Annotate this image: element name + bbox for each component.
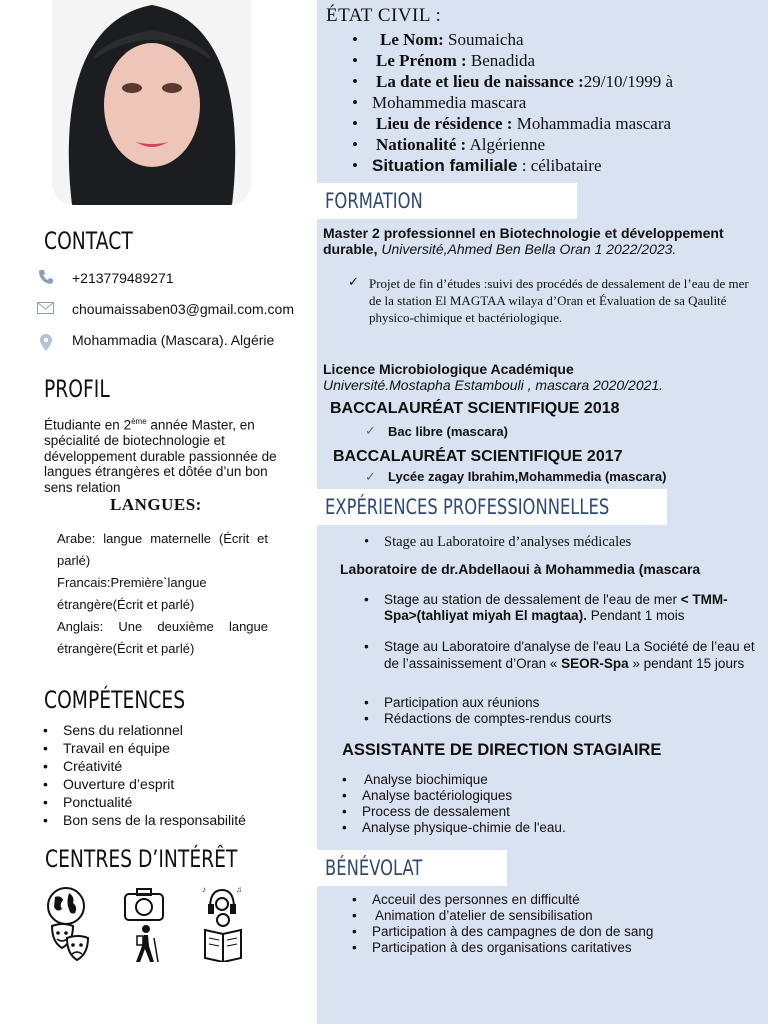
tasks-list (362, 772, 742, 836)
list-item: • Le Prénom : Benadida (372, 50, 752, 71)
list-item: • Créativité (63, 757, 303, 775)
location-pin-icon (40, 334, 52, 351)
hiking-icon (130, 924, 160, 964)
checkmark-icon: ✓ (365, 423, 376, 438)
list-item: • Nationalité : Algérienne (372, 134, 752, 155)
reading-book-icon (203, 912, 243, 962)
email-icon (37, 302, 54, 314)
langues-title: LANGUES: (110, 495, 202, 514)
list-item: • Situation familiale : célibataire (372, 155, 752, 176)
svg-text:♪: ♪ (202, 885, 206, 894)
list-item: • Process de dessalement (362, 804, 742, 820)
contact-address: Mohammadia (Mascara). Algérie (72, 332, 275, 348)
bac2-title: BACCALAURÉAT SCIENTIFIQUE 2017 (333, 448, 623, 465)
competences-list (63, 721, 303, 829)
profil-text: Étudiante en 2ème année Master, en spécialité de biotechnologie et développement durable passionnée de langues étrangères et dôtée d’un bon sens relation (44, 417, 277, 495)
etat-civil-title: ÉTAT CIVIL : (326, 5, 442, 26)
list-item: • Ouverture d’esprit (63, 775, 303, 793)
assistante-title: ASSISTANTE DE DIRECTION STAGIAIRE (342, 741, 662, 759)
interets-title: CENTRES D’INTÉRÊT (45, 845, 238, 873)
list-item: • Stage au station de dessalement de l'eau de mer < TMM-Spa>(tahliyat miyah El magtaa). Pendant 1 mois (384, 592, 756, 624)
stages-list-3 (384, 695, 756, 727)
list-item: • Sens du relationnel (63, 721, 303, 739)
formation-tab (317, 183, 577, 219)
list-item: • La date et lieu de naissance :29/10/1999 à (372, 71, 752, 92)
svg-text:♫: ♫ (236, 885, 242, 894)
list-item: • Participation à des organisations caritatives (372, 940, 752, 956)
projet-text: Projet de fin d’études :suivi des procédés de dessalement de l’eau de mer de la station El MAGTAA wilaya d’Oran et Évaluation de sa Qaulité physico-chimique et bactériologique. (369, 276, 749, 325)
list-item: • Lieu de résidence : Mohammadia mascara (372, 113, 752, 134)
formation-title: FORMATION (325, 189, 423, 213)
globe-icon (45, 885, 87, 927)
list-item: • Stage au Laboratoire d'analyse de l'eau La Société de l’eau et de l’assainissement d’Oran « SEOR-Spa » pendant 15 jours (384, 638, 756, 672)
contact-title: CONTACT (44, 227, 133, 255)
stages-list-2 (384, 638, 756, 672)
etat-civil-list (372, 29, 752, 176)
list-item: • Le Nom: Soumaicha (372, 29, 752, 50)
list-item: • Analyse biochimique (362, 772, 742, 788)
bac1-title: BACCALAURÉAT SCIENTIFIQUE 2018 (330, 400, 620, 417)
list-item: • Animation d’atelier de sensibilisation (372, 908, 752, 924)
benevolat-list (372, 892, 752, 956)
list-item-continuation: • Mohammedia mascara (372, 92, 752, 113)
list-item: • Rédactions de comptes-rendus courts (384, 711, 756, 727)
benevolat-tab (317, 850, 507, 886)
list-item: • Analyse bactériologiques (362, 788, 742, 804)
bac2-sub: Lycée zagay Ibrahim,Mohammedia (mascara) (388, 469, 667, 484)
list-item: • Acceuil des personnes en difficulté (372, 892, 752, 908)
profile-photo (52, 0, 251, 205)
experiences-title: EXPÉRIENCES PROFESSIONNELLES (325, 495, 610, 519)
theater-masks-icon (49, 922, 91, 964)
list-item: • Travail en équipe (63, 739, 303, 757)
experiences-tab (317, 489, 667, 525)
licence-title: Licence Microbiologique Académique (323, 361, 574, 377)
list-item: Arabe: langue maternelle (Écrit et parlé) (57, 531, 268, 568)
master-entry: Master 2 professionnel en Biotechnologie et développement durable, Université,Ahmed Ben Bella Oran 1 2022/2023. (323, 225, 724, 257)
checkmark-icon: ✓ (365, 469, 376, 484)
profil-title: PROFIL (44, 375, 110, 403)
bac1-sub: Bac libre (mascara) (388, 424, 508, 439)
licence-university: Université.Mostapha Estambouli , mascara 2020/2021. (323, 377, 664, 392)
lab-title: Laboratoire de dr.Abdellaoui à Mohammedia (mascara (340, 561, 701, 577)
benevolat-title: BÉNÉVOLAT (325, 856, 423, 880)
contact-email: choumaissaben03@gmail.com.com (72, 301, 294, 317)
stage1-list (384, 533, 754, 551)
list-item: Anglais: Une deuxième langue étrangère(Écrit et parlé) (57, 619, 268, 656)
checkmark-icon: ✓ (348, 274, 359, 289)
list-item: • Analyse physique-chimie de l'eau. (362, 820, 742, 836)
contact-phone: +213779489271 (72, 270, 174, 286)
competences-title: COMPÉTENCES (44, 686, 186, 714)
stages-list (384, 592, 756, 624)
list-item: • Participation à des campagnes de don de sang (372, 924, 752, 940)
list-item: • Bon sens de la responsabilité (63, 811, 303, 829)
list-item: • Ponctualité (63, 793, 303, 811)
list-item: Francais:Première`langue étrangère(Écrit et parlé) (57, 575, 207, 612)
langues-list (57, 528, 268, 660)
phone-icon (38, 269, 54, 285)
list-item: • Stage au Laboratoire d’analyses médicales (384, 533, 754, 551)
camera-icon (123, 888, 165, 922)
list-item: • Participation aux réunions (384, 695, 756, 711)
